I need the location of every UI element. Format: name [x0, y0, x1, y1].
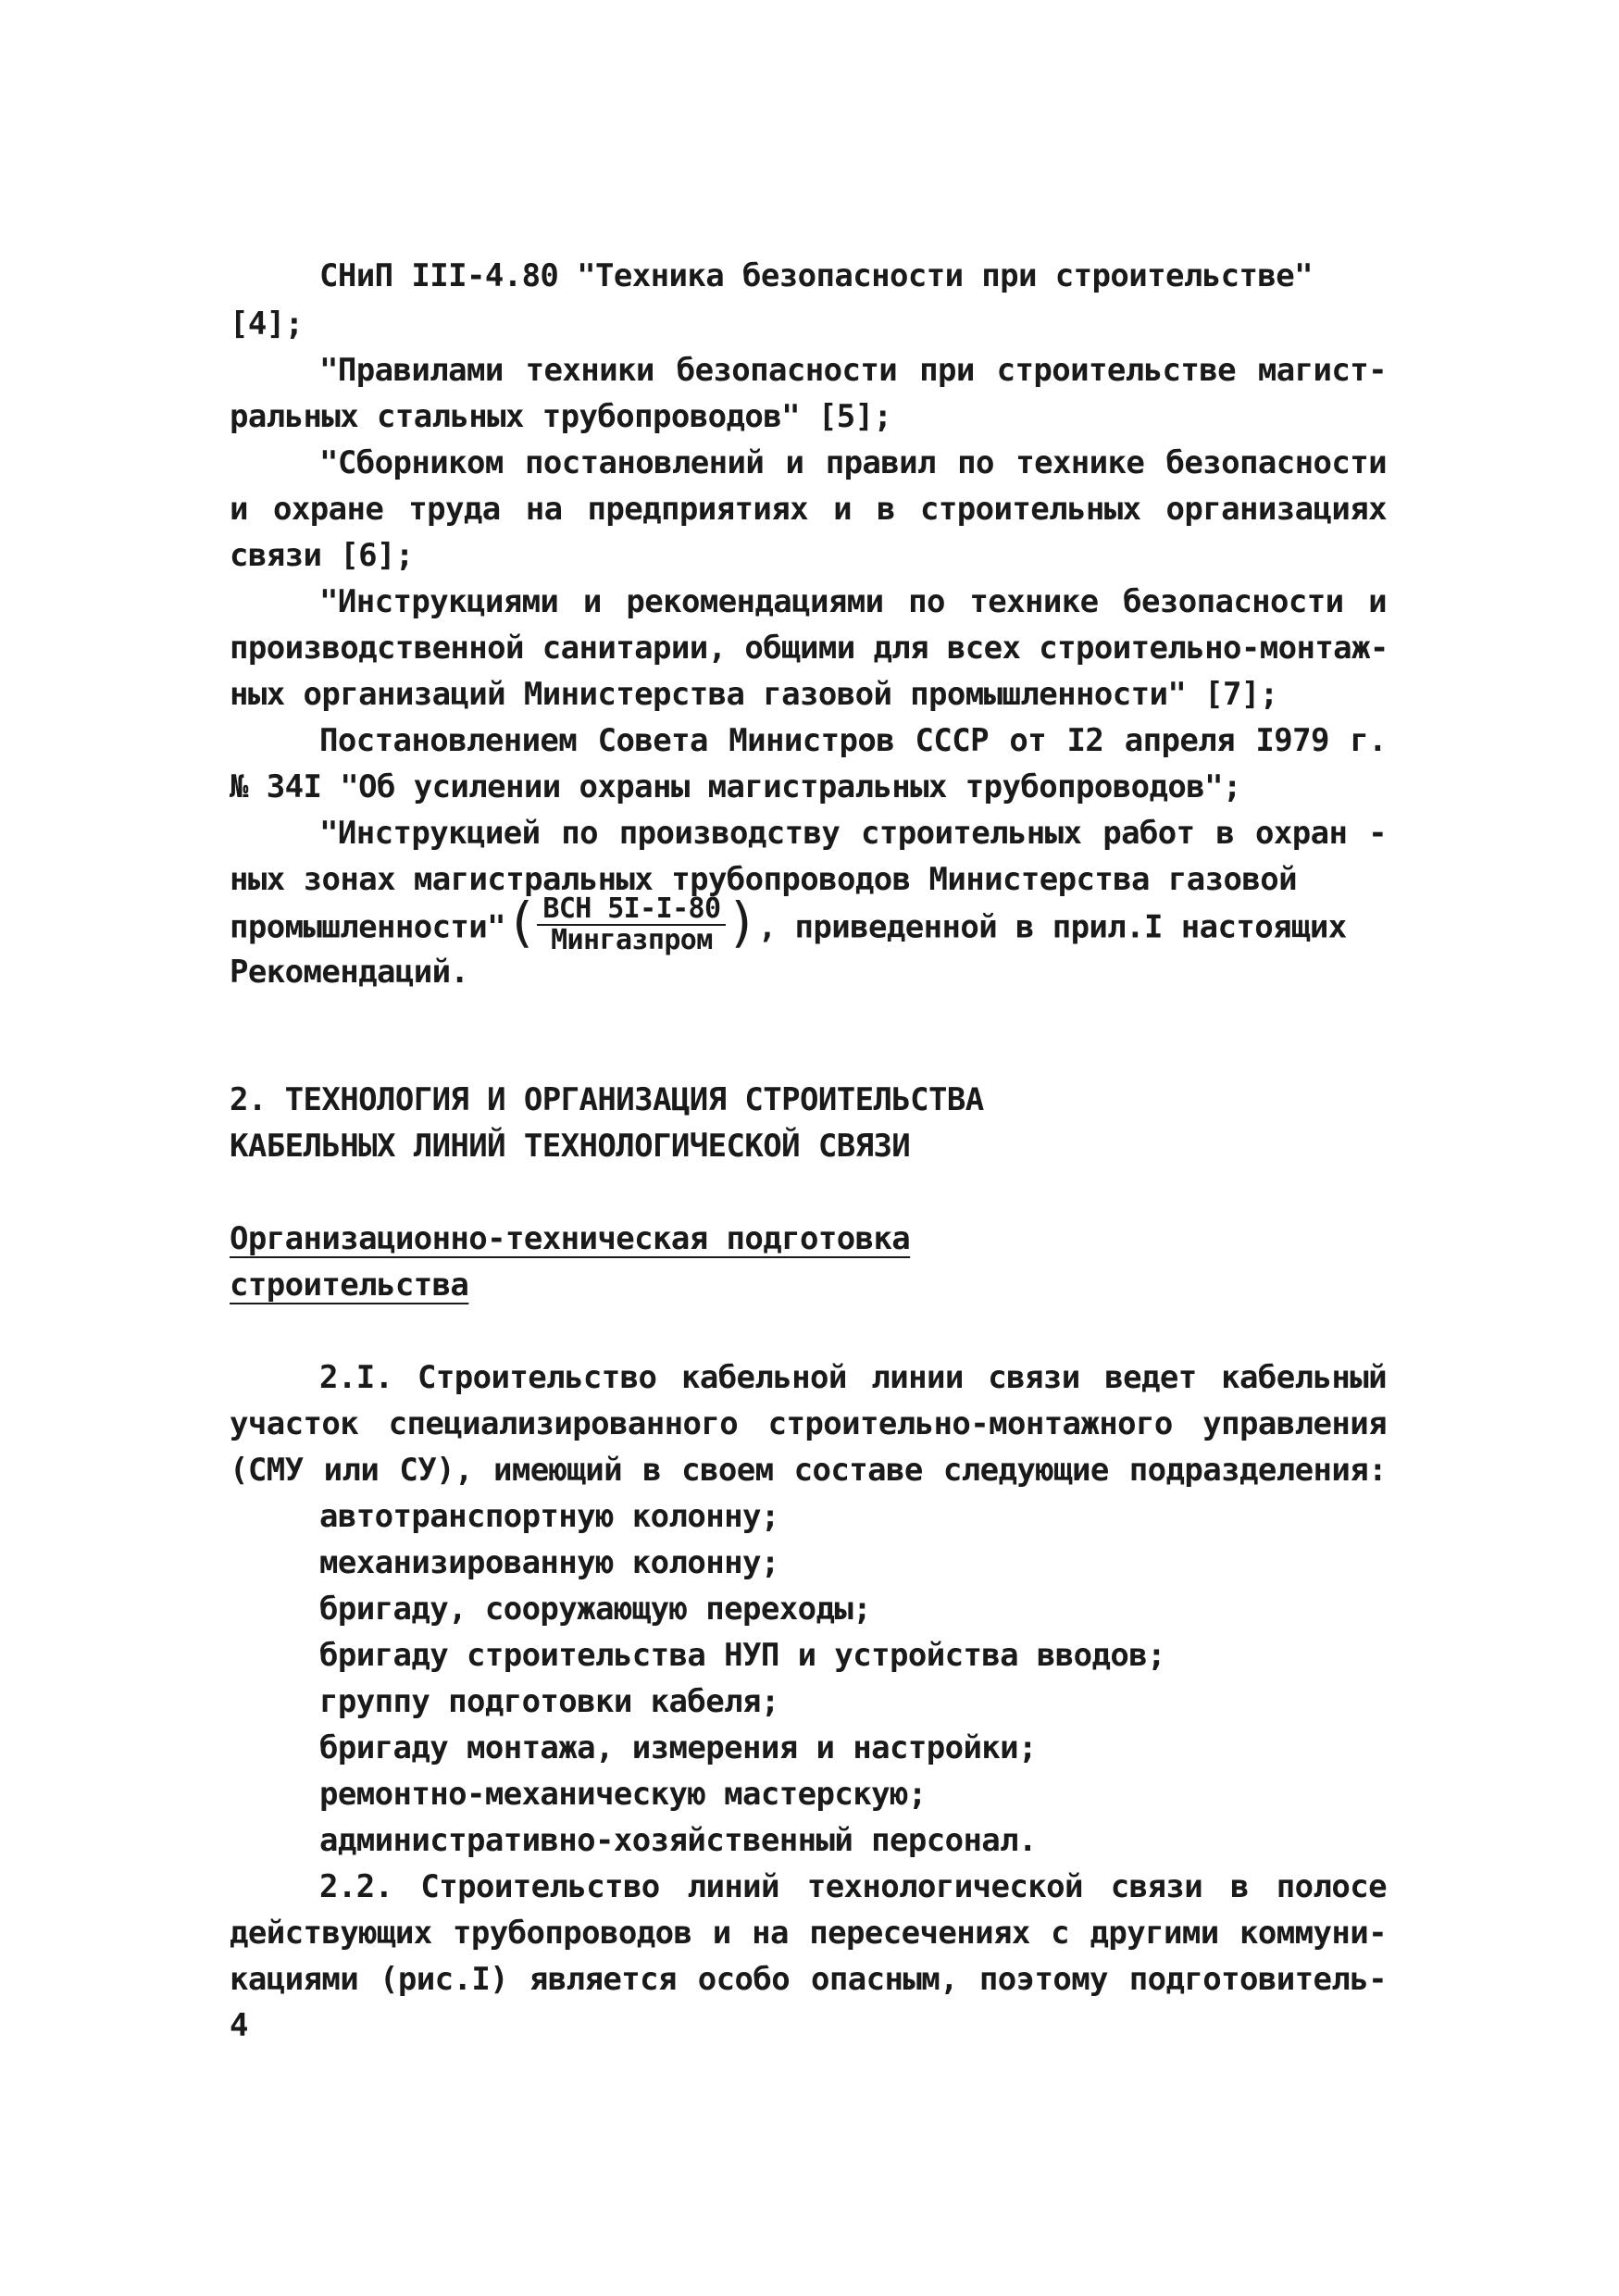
paren-open: (	[505, 891, 538, 954]
fraction	[537, 894, 726, 955]
text-line: Рекомендаций.	[230, 954, 469, 991]
text-line: [4];	[230, 306, 304, 343]
list-item: бригаду, сооружающую переходы;	[319, 1591, 872, 1628]
list-item: бригаду строительства НУП и устройства вводов;	[319, 1637, 1166, 1674]
subsection-title	[230, 1267, 1387, 1304]
text-line: "Инструкцией по производству строительных работ в охран -	[319, 815, 1387, 852]
list-item: бригаду монтажа, измерения и настройки;	[319, 1729, 1037, 1766]
text-line: "Инструкциями и рекомендациями по технике безопасности и	[319, 583, 1387, 620]
list-item: административно-хозяйственный персонал.	[319, 1822, 1037, 1859]
list-item: автотранспортную колонну;	[319, 1498, 779, 1535]
text-line-with-fraction	[230, 891, 1387, 961]
text-line: "Правилами техники безопасности при строительстве магист-	[319, 352, 1387, 389]
fraction-denominator: Мингазпром	[551, 923, 713, 956]
text-line: (СМУ или СУ), имеющий в своем составе следующие подразделения:	[230, 1452, 1387, 1489]
text-line: СНиП III-4.80 "Техника безопасности при строительстве"	[319, 257, 1313, 294]
section-title: 2. ТЕХНОЛОГИЯ И ОРГАНИЗАЦИЯ СТРОИТЕЛЬСТВА	[230, 1081, 984, 1118]
text-line: ных зонах магистральных трубопроводов Министерства газовой	[230, 861, 1297, 898]
list-item: группу подготовки кабеля;	[319, 1683, 779, 1720]
text-line: 2.I. Строительство кабельной линии связи ведет кабельный	[319, 1359, 1387, 1396]
text-line: 2.2. Строительство линий технологической связи в полосе	[319, 1868, 1387, 1905]
page-number: 4	[230, 2007, 248, 2044]
text-line: действующих трубопроводов и на пересечениях с другими коммуни-	[230, 1915, 1387, 1952]
paren-close: )	[726, 891, 758, 954]
subsection-title-text: Организационно-техническая подготовка	[230, 1220, 911, 1257]
text-line: № 34I "Об усилении охраны магистральных трубопроводов";	[230, 768, 1241, 805]
fraction-suffix: , приведенной в прил.I настоящих	[757, 908, 1347, 946]
text-line: ральных стальных трубопроводов" [5];	[230, 398, 892, 435]
text-line: связи [6];	[230, 537, 414, 574]
subsection-title	[230, 1220, 1387, 1258]
text-line: и охране труда на предприятиях и в строительных организациях	[230, 491, 1387, 528]
text-line: кациями (рис.I) является особо опасным, поэтому подготовитель-	[230, 1961, 1387, 1998]
fraction-numerator: ВСН 5I-I-80	[537, 894, 726, 926]
fraction-prefix: промышленности"	[230, 908, 506, 946]
list-item: ремонтно-механическую мастерскую;	[319, 1776, 927, 1813]
text-line: Постановлением Совета Министров СССР от I2 апреля I979 г.	[319, 722, 1387, 759]
subsection-title-text: строительства	[230, 1267, 469, 1304]
text-line: ных организаций Министерства газовой промышленности" [7];	[230, 676, 1278, 713]
text-line: "Сборником постановлений и правил по технике безопасности	[319, 444, 1387, 481]
list-item: механизированную колонну;	[319, 1544, 779, 1581]
text-line: участок специализированного строительно-монтажного управления	[230, 1405, 1387, 1442]
text-line: производственной санитарии, общими для всех строительно-монтаж-	[230, 630, 1389, 667]
section-title: КАБЕЛЬНЫХ ЛИНИЙ ТЕХНОЛОГИЧЕСКОЙ СВЯЗИ	[230, 1128, 911, 1165]
